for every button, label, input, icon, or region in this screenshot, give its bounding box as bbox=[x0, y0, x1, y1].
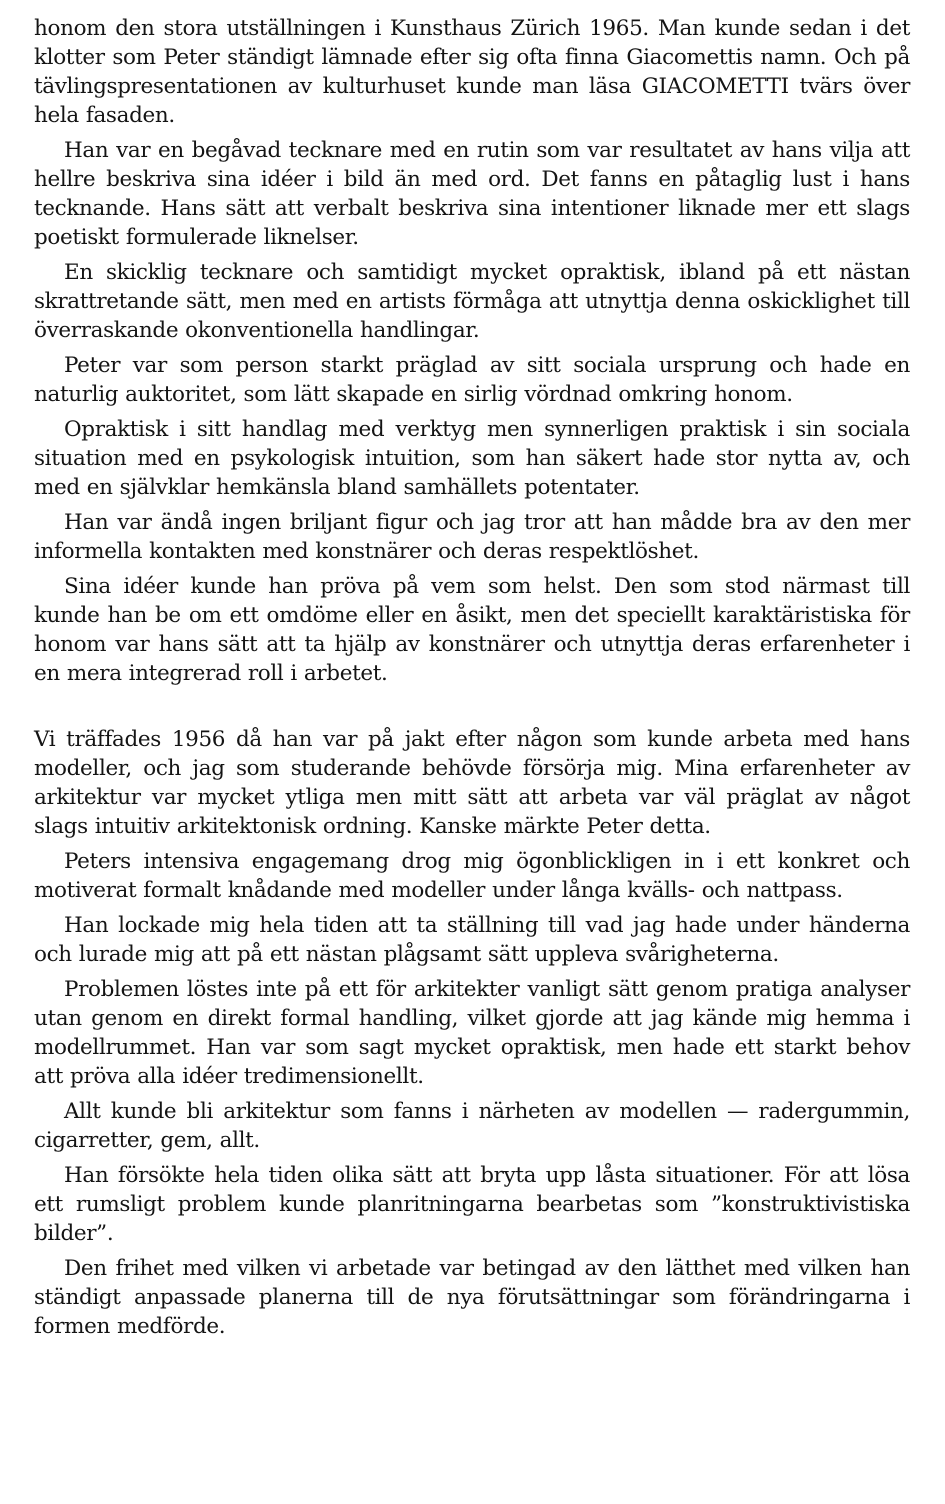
paragraph-3: En skicklig tecknare och samtidigt mycket opraktisk, ibland på ett nästan skrattretande sätt, men med en artists förmåga att utnyttja denna oskicklighet till överraskande okonventionella handlingar. bbox=[34, 260, 910, 343]
paragraph-9: Peters intensiva engagemang drog mig ögonblickligen in i ett konkret och motiverat formalt knådande med modeller under långa kvälls- och nattpass. bbox=[34, 849, 910, 903]
paragraph-5: Opraktisk i sitt handlag med verktyg men synnerligen praktisk i sin sociala situation med en psykologisk intuition, som han säkert hade stor nytta av, och med en självklar hemkänsla bland samhällets potentater. bbox=[34, 417, 910, 500]
paragraph-2: Han var en begåvad tecknare med en rutin som var resultatet av hans vilja att hellre beskriva sina idéer i bild än med ord. Det fanns en påtaglig lust i hans tecknande. Hans sätt att verbalt beskriva sina intentioner liknade mer ett slags poetiskt formulerade liknelser. bbox=[34, 138, 910, 250]
paragraph-1: honom den stora utställningen i Kunsthaus Zürich 1965. Man kunde sedan i det klotter som Peter ständigt lämnade efter sig ofta finna Giacomettis namn. Och på tävlingspresentationen av kulturhuset kunde man läsa GIACOMETTI tvärs över hela fasaden. bbox=[34, 16, 910, 128]
paragraph-14: Den frihet med vilken vi arbetade var betingad av den lätthet med vilken han ständigt anpassade planerna till de nya förutsättningar som förändringarna i formen medförde. bbox=[34, 1256, 910, 1339]
paragraph-7: Sina idéer kunde han pröva på vem som helst. Den som stod närmast till kunde han be om ett omdöme eller en åsikt, men det speciellt karaktäristiska för honom var hans sätt att ta hjälp av konstnärer och utnyttja deras erfarenheter i en mera integrerad roll i arbetet. bbox=[34, 574, 910, 686]
paragraph-8: Vi träffades 1956 då han var på jakt efter någon som kunde arbeta med hans modeller, och jag som studerande behövde försörja mig. Mina erfarenheter av arkitektur var mycket ytliga men mitt sätt att arbeta var väl präglat av något slags intuitiv arkitektonisk ordning. Kanske märkte Peter detta. bbox=[34, 727, 910, 839]
paragraph-12: Allt kunde bli arkitektur som fanns i närheten av modellen — radergummin, cigarretter, gem, allt. bbox=[34, 1099, 910, 1153]
paragraph-10: Han lockade mig hela tiden att ta ställning till vad jag hade under händerna och lurade mig att på ett nästan plågsamt sätt uppleva svårigheterna. bbox=[34, 913, 910, 967]
document-page bbox=[34, 14, 910, 1347]
paragraph-4: Peter var som person starkt präglad av sitt sociala ursprung och hade en naturlig auktoritet, som lätt skapade en sirlig vördnad omkring honom. bbox=[34, 353, 910, 407]
paragraph-13: Han försökte hela tiden olika sätt att bryta upp låsta situationer. För att lösa ett rumsligt problem kunde planritningarna bearbetas som ”konstruktivistiska bilder”. bbox=[34, 1163, 910, 1246]
paragraph-6: Han var ändå ingen briljant figur och jag tror att han mådde bra av den mer informella kontakten med konstnärer och deras respektlöshet. bbox=[34, 510, 910, 564]
paragraph-11: Problemen löstes inte på ett för arkitekter vanligt sätt genom pratiga analyser utan genom en direkt formal handling, vilket gjorde att jag kände mig hemma i modellrummet. Han var som sagt mycket opraktisk, men hade ett starkt behov att pröva alla idéer tredimensionellt. bbox=[34, 977, 910, 1089]
